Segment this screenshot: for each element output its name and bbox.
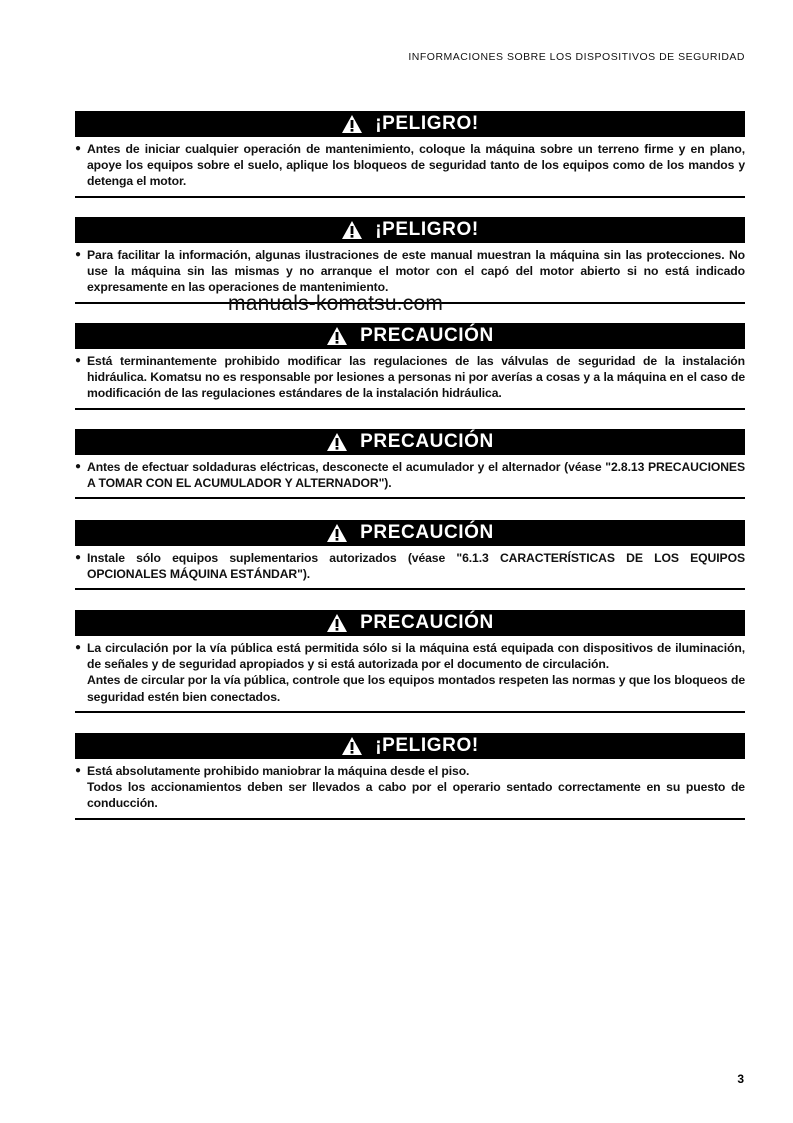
page-number: 3 (737, 1072, 744, 1086)
list-item (75, 459, 745, 491)
danger-banner (75, 733, 745, 759)
list-item (75, 247, 745, 296)
danger-banner (75, 217, 745, 243)
banner-label: ¡PELIGRO! (375, 735, 479, 756)
item-text: Todos los accionamientos deben ser llevados a cabo por el operario sentado correctamente en su puesto de conducción. (87, 780, 745, 811)
list-item (75, 353, 745, 402)
divider (75, 497, 745, 499)
caution-banner (75, 323, 745, 349)
item-text: La circulación por la vía pública está permitida sólo si la máquina está equipada con dispositivos de iluminación, de señales y de seguridad apropiados y si está autorizada por el documento de circulación. (87, 641, 745, 672)
bullet-icon: ● (75, 355, 81, 366)
banner-label: ¡PELIGRO! (375, 219, 479, 240)
item-text: Está terminantemente prohibido modificar las regulaciones de las válvulas de seguridad de la instalación hidráulica. Komatsu no es responsable por lesiones a personas ni por averías a cosas y a la máquina en el caso de modificación de las regulaciones estándares de la instalación hidráulica. (87, 354, 745, 401)
divider (75, 818, 745, 820)
safety-block-caution (75, 429, 745, 499)
item-text: Antes de efectuar soldaduras eléctricas, desconecte el acumulador y el alternador (véase "2.8.13 PRECAUCIONES A TOMAR CON EL ACUMULADOR Y ALTERNADOR"). (87, 460, 745, 491)
list-item (75, 141, 745, 190)
safety-block-danger (75, 733, 745, 820)
bullet-icon: ● (75, 143, 81, 154)
list-item (75, 763, 745, 812)
warning-triangle-icon (326, 432, 348, 452)
divider (75, 196, 745, 198)
list-item (75, 550, 745, 582)
warning-triangle-icon (341, 736, 363, 756)
banner-label: PRECAUCIÓN (360, 431, 494, 452)
bullet-icon: ● (75, 765, 81, 776)
safety-block-caution (75, 323, 745, 410)
danger-banner (75, 111, 745, 137)
bullet-icon: ● (75, 249, 81, 260)
item-text: Está absolutamente prohibido maniobrar la máquina desde el piso. (87, 764, 470, 778)
banner-label: PRECAUCIÓN (360, 522, 494, 543)
item-text: Instale sólo equipos suplementarios autorizados (véase "6.1.3 CARACTERÍSTICAS DE LOS EQUIPOS OPCIONALES MÁQUINA ESTÁNDAR"). (87, 551, 745, 582)
divider (75, 408, 745, 410)
banner-label: PRECAUCIÓN (360, 325, 494, 346)
warning-triangle-icon (326, 523, 348, 543)
safety-block-caution (75, 610, 745, 713)
divider (75, 711, 745, 713)
running-header: INFORMACIONES SOBRE LOS DISPOSITIVOS DE SEGURIDAD (408, 51, 745, 63)
banner-label: ¡PELIGRO! (375, 113, 479, 134)
banner-label: PRECAUCIÓN (360, 612, 494, 633)
warning-triangle-icon (326, 613, 348, 633)
warning-triangle-icon (326, 326, 348, 346)
warning-triangle-icon (341, 220, 363, 240)
bullet-icon: ● (75, 461, 81, 472)
item-text: Antes de circular por la vía pública, controle que los equipos montados respeten las normas y que los bloqueos de seguridad estén bien conectados. (87, 673, 745, 704)
safety-block-danger (75, 111, 745, 198)
watermark: manuals-komatsu.com (228, 292, 444, 315)
caution-banner (75, 520, 745, 546)
item-text: Para facilitar la información, algunas ilustraciones de este manual muestran la máquina sin las protecciones. No use la máquina sin las mismas y no arranque el motor con el capó del motor abierto si no está indicado expresamente en las operaciones de mantenimiento. (87, 248, 745, 295)
safety-block-danger (75, 217, 745, 304)
caution-banner (75, 610, 745, 636)
divider (75, 588, 745, 590)
safety-block-caution (75, 520, 745, 590)
bullet-icon: ● (75, 642, 81, 653)
caution-banner (75, 429, 745, 455)
warning-triangle-icon (341, 114, 363, 134)
item-text: Antes de iniciar cualquier operación de mantenimiento, coloque la máquina sobre un terreno firme y en plano, apoye los equipos sobre el suelo, aplique los bloqueos de seguridad tanto de los equipos como de los mandos y detenga el motor. (87, 142, 745, 189)
bullet-icon: ● (75, 552, 81, 563)
list-item (75, 640, 745, 705)
